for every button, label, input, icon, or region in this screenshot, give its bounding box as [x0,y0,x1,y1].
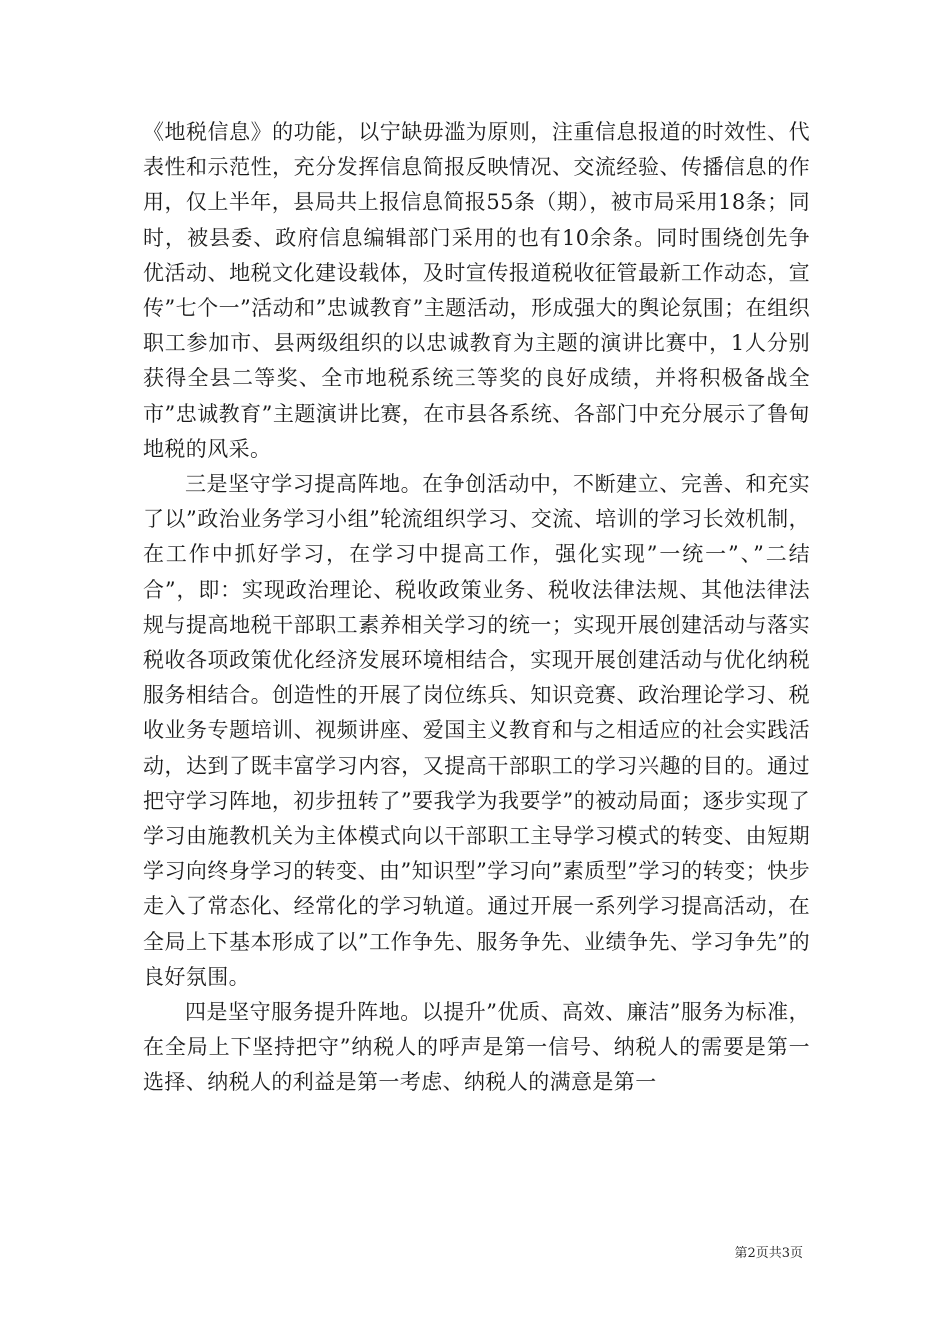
paragraph-section-three: 三是坚守学习提高阵地。在争创活动中，不断建立、完善、和充实了以”政治业务学习小组”轮流组织学习、交流、培训的学习长效机制，在工作中抓好学习，在学习中提高工作，强化实现”一统一”、”二结合”，即：实现政治理论、税收政策业务、税收法律法规、其他法律法规与提高地税干部职工素养相关学习的统一；实现开展创建活动与落实税收各项政策优化经济发展环境相结合，实现开展创建活动与优化纳税服务相结合。创造性的开展了岗位练兵、知识竞赛、政治理论学习、税收业务专题培训、视频讲座、爱国主义教育和与之相适应的社会实践活动，达到了既丰富学习内容，又提高干部职工的学习兴趣的目的。通过把守学习阵地，初步扭转了”要我学为我要学”的被动局面；逐步实现了学习由施教机关为主体模式向以干部职工主导学习模式的转变、由短期学习向终身学习的转变、由”知识型”学习向”素质型”学习的转变；快步走入了常态化、经常化的学习轨道。通过开展一系列学习提高活动，在全局上下基本形成了以”工作争先、服务争先、业绩争先、学习争先”的良好氛围。 [143,472,810,989]
page-number: 第2页共3页 [734,1246,803,1261]
paragraph-continued: 《地税信息》的功能，以宁缺毋滥为原则，注重信息报道的时效性、代表性和示范性，充分发挥信息简报反映情况、交流经验、传播信息的作用，仅上半年，县局共上报信息简报55条（期），被市局采用18条；同时，被县委、政府信息编辑部门采用的也有10余条。同时围绕创先争优活动、地税文化建设载体，及时宣传报道税收征管最新工作动态，宣传”七个一”活动和”忠诚教育”主题活动，形成强大的舆论氛围；在组织职工参加市、县两级组织的以忠诚教育为主题的演讲比赛中，1人分别获得全县二等奖、全市地税系统三等奖的良好成绩，并将积极备战全市”忠诚教育”主题演讲比赛，在市县各系统、各部门中充分展示了鲁甸地税的风采。 [143,120,810,461]
paragraph-section-four: 四是坚守服务提升阵地。以提升”优质、高效、廉洁”服务为标准，在全局上下坚持把守”纳税人的呼声是第一信号、纳税人的需要是第一选择、纳税人的利益是第一考虑、纳税人的满意是第一 [143,1000,810,1095]
document-body [143,115,810,1101]
